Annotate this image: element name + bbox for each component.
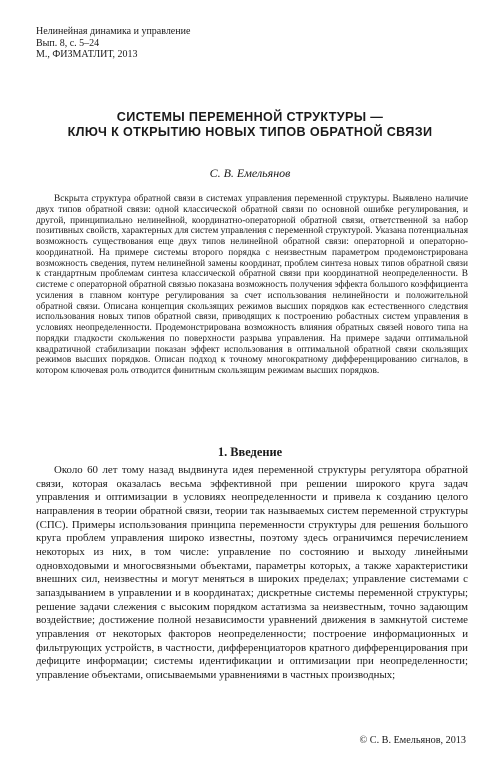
copyright-notice: © С. В. Емельянов, 2013 bbox=[359, 735, 466, 746]
section-heading: 1. Введение bbox=[217, 445, 283, 459]
journal-header bbox=[36, 26, 190, 61]
paper-title bbox=[0, 110, 500, 140]
abstract-paragraph: Вскрыта структура обратной связи в системах управления переменной структуры. Выявлено наличие двух типов обратной связи: одной классической обратной связи по основной ошибке регулирования, и другой, принципиально нелинейной, координатно-операторной обратной связи, ответственной за набор позитивных свойств, характерных для систем управления с переменной структурой. Указана потенциальная возможность существования еще двух типов нелинейной обратной связи: операторной и операторно-координатной. На примере системы второго порядка с неизвестным параметром продемонстрирована возможность сведения, путем нелинейной замены координат, проблем синтеза новых типов обратной связи к стандартным проблемам синтеза классической обратной связи при координатной неопределенности. В системе с операторной обратной связью показана возможность получения эффекта большого коэффициента усиления в главном контуре регулирования за счет использования нелинейности и положительной обратной связи. Описана концепция скользящих режимов высших порядков как естественного следствия использования новых типов обратной связи, приводящих к построению робастных систем управления в условиях неопределенности. Продемонстрирована возможность влияния обратных связей нового типа на порядки гладкости скольжения по поверхности разрыва управления. На примере задачи оптимальной квадратичной стабилизации показан эффект использования в оптимальной обратной связи скользящих режимов высших порядков. Описан подход к точному многократному дифференцированию сигналов, в котором ключевая роль отводится финитным скользящим режимам высших порядков. bbox=[36, 194, 468, 376]
publisher: М., ФИЗМАТЛИТ, 2013 bbox=[36, 49, 138, 60]
title-line-1: СИСТЕМЫ ПЕРЕМЕННОЙ СТРУКТУРЫ — bbox=[116, 110, 384, 124]
body-paragraph: Около 60 лет тому назад выдвинута идея переменной структуры регулятора обратной связи, которая оказалась весьма эффективной при решении широкого круга задач управления и оптимизации в условиях неопределенности и привела к созданию целого направления в теории обратной связи, теории так называемых систем переменной структуры (СПС). Примеры использования принципа переменности структуры для решения большого круга проблем управления широко известны, поэтому здесь ограничимся перечислением некоторых из них, в том числе: управление по состоянию и выходу линейными одновходовыми и многосвязными объектами, параметры которых, а также характеристики внешних сил, неизвестны и могут меняться в широких пределах; управление системами с запаздыванием в управлении и в координатах; дискретные системы переменной структуры; решение задачи слежения с высоким порядком астатизма за неизвестным, точно задающим воздействие; достижение полной независимости уравнений движения в замкнутой системе управления от некоторых факторов неопределенности; построение информационных и фильтрующих устройств, в частности, дифференциаторов кратного дифференцирования при дефиците информации; системы идентификации и оптимизации при неопределенности; управление объектами, описываемыми уравнениями в частных производных; bbox=[36, 464, 468, 681]
author-name: С. В. Емельянов bbox=[209, 166, 291, 180]
journal-name: Нелинейная динамика и управление bbox=[36, 26, 191, 37]
title-line-2: КЛЮЧ К ОТКРЫТИЮ НОВЫХ ТИПОВ ОБРАТНОЙ СВЯЗИ bbox=[67, 125, 433, 139]
issue-pages: Вып. 8, с. 5–24 bbox=[36, 37, 100, 49]
